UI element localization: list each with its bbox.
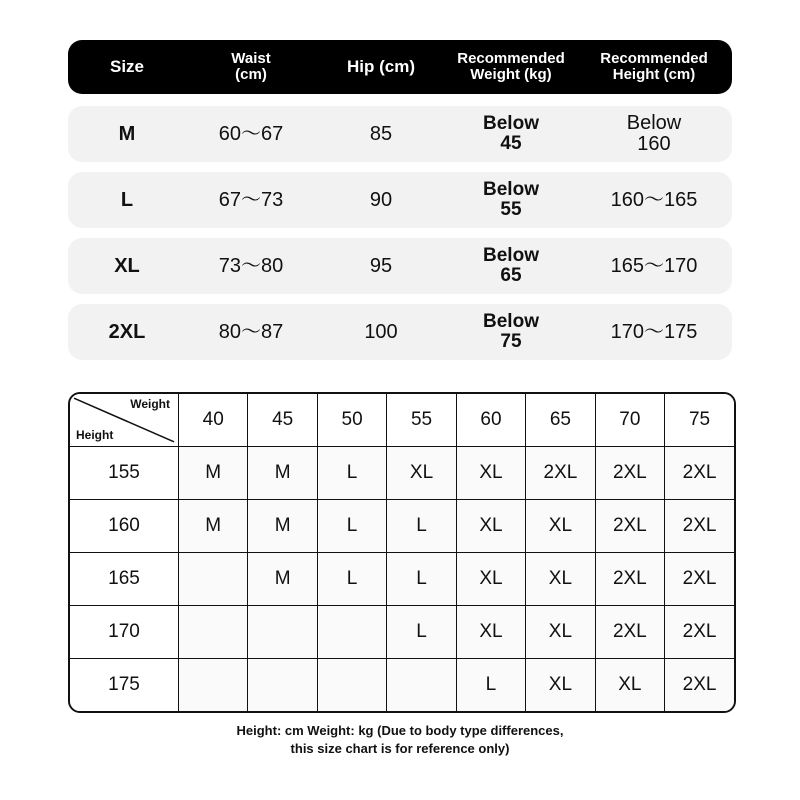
matrix-weight-header: 75 <box>665 394 734 447</box>
matrix-weight-header: 45 <box>248 394 317 447</box>
matrix-weight-header: 65 <box>526 394 595 447</box>
cell-height <box>576 113 732 155</box>
matrix-cell: M <box>248 553 317 606</box>
matrix-cell <box>387 659 456 712</box>
matrix-cell: XL <box>387 447 456 500</box>
matrix-cell: 2XL <box>665 447 734 500</box>
footnote-line-1: Height: cm Weight: kg (Due to body type differences, <box>236 723 564 738</box>
cell-height-line1: Below <box>626 112 682 134</box>
matrix-cell: XL <box>456 500 525 553</box>
table-row <box>68 106 732 162</box>
matrix-cell: XL <box>526 500 595 553</box>
header-label-weight-line2: Weight (kg) <box>470 66 552 83</box>
footnote-line-2: this size chart is for reference only) <box>290 740 510 756</box>
cell-waist: 67～73 <box>218 188 284 211</box>
matrix-cell <box>248 659 317 712</box>
cell-weight-line1: Below <box>483 311 539 333</box>
matrix-cell: XL <box>595 659 664 712</box>
cell-weight-line1: Below <box>483 113 539 135</box>
matrix-cell <box>179 606 248 659</box>
corner-label-height: Height <box>76 428 114 442</box>
matrix-cell <box>248 606 317 659</box>
header-label-hip: Hip (cm) <box>347 57 415 77</box>
header-label-waist-line2: (cm) <box>235 66 267 83</box>
cell-weight-line2: 75 <box>500 331 522 352</box>
table-row <box>68 238 732 294</box>
header-cell-height <box>576 51 732 83</box>
corner-label-weight: Weight <box>130 397 170 411</box>
matrix-weight-header: 70 <box>595 394 664 447</box>
matrix-cell: L <box>387 606 456 659</box>
matrix-height-header: 155 <box>70 447 179 500</box>
cell-waist: 60～67 <box>218 122 284 145</box>
matrix-cell <box>317 606 386 659</box>
height-weight-matrix <box>68 392 736 713</box>
matrix-cell: L <box>317 447 386 500</box>
size-table-header-row <box>68 40 732 94</box>
cell-height: 160～165 <box>610 188 698 211</box>
cell-weight <box>446 180 576 220</box>
matrix-height-header: 160 <box>70 500 179 553</box>
cell-weight-line1: Below <box>483 179 539 201</box>
matrix-cell: 2XL <box>595 447 664 500</box>
cell-height: 165～170 <box>610 254 698 277</box>
table-row <box>68 172 732 228</box>
matrix-cell <box>179 659 248 712</box>
cell-weight-line2: 45 <box>500 133 522 154</box>
matrix-cell: L <box>387 553 456 606</box>
table-row <box>68 304 732 360</box>
matrix-cell: L <box>456 659 525 712</box>
header-label-height-line2: Height (cm) <box>612 66 696 83</box>
matrix-cell: XL <box>526 553 595 606</box>
matrix-cell: XL <box>456 447 525 500</box>
matrix-cell <box>317 659 386 712</box>
header-label-waist-line1: Waist <box>231 50 271 68</box>
cell-weight-line2: 65 <box>500 265 522 286</box>
cell-height-line2: 160 <box>637 133 671 155</box>
cell-size: XL <box>114 254 140 277</box>
matrix-cell: XL <box>526 606 595 659</box>
matrix-cell: M <box>248 447 317 500</box>
cell-weight-line1: Below <box>483 245 539 267</box>
matrix-header-row <box>70 394 734 447</box>
matrix-weight-header: 40 <box>179 394 248 447</box>
cell-height: 170～175 <box>610 320 698 343</box>
cell-waist: 80～87 <box>218 320 284 343</box>
footnote <box>0 722 800 757</box>
cell-waist: 73～80 <box>218 254 284 277</box>
cell-weight <box>446 246 576 286</box>
header-label-size: Size <box>109 57 145 77</box>
matrix-height-header: 170 <box>70 606 179 659</box>
cell-size: L <box>120 188 134 211</box>
header-cell-hip <box>316 58 446 76</box>
matrix-row <box>70 553 734 606</box>
matrix-cell <box>179 553 248 606</box>
matrix-cell: 2XL <box>665 606 734 659</box>
matrix-cell: 2XL <box>595 606 664 659</box>
size-specification-table <box>68 40 732 370</box>
matrix-cell: M <box>248 500 317 553</box>
cell-hip: 95 <box>369 254 393 277</box>
matrix-cell: L <box>317 553 386 606</box>
header-cell-weight <box>446 51 576 83</box>
cell-weight-line2: 55 <box>500 199 522 220</box>
matrix-cell: L <box>317 500 386 553</box>
matrix-cell: M <box>179 447 248 500</box>
matrix-cell: 2XL <box>665 553 734 606</box>
matrix-cell: 2XL <box>595 553 664 606</box>
matrix-cell: 2XL <box>526 447 595 500</box>
cell-hip: 100 <box>364 320 398 343</box>
cell-hip: 85 <box>369 122 393 145</box>
matrix-cell: 2XL <box>595 500 664 553</box>
matrix-weight-header: 60 <box>456 394 525 447</box>
header-label-height-line1: Recommended <box>600 50 708 68</box>
matrix-cell: XL <box>456 553 525 606</box>
header-cell-waist <box>186 51 316 83</box>
matrix-cell: XL <box>526 659 595 712</box>
cell-size: 2XL <box>108 320 146 343</box>
matrix-cell: 2XL <box>665 500 734 553</box>
matrix-row <box>70 447 734 500</box>
cell-hip: 90 <box>369 188 393 211</box>
header-cell-size <box>68 58 186 76</box>
matrix-corner-cell <box>70 394 179 447</box>
cell-weight <box>446 114 576 154</box>
matrix-cell: M <box>179 500 248 553</box>
matrix-weight-header: 50 <box>317 394 386 447</box>
matrix-cell: XL <box>456 606 525 659</box>
matrix-row <box>70 606 734 659</box>
matrix-height-header: 175 <box>70 659 179 712</box>
cell-weight <box>446 312 576 352</box>
matrix-weight-header: 55 <box>387 394 456 447</box>
header-label-weight-line1: Recommended <box>457 50 565 68</box>
cell-size: M <box>118 122 136 145</box>
matrix-cell: 2XL <box>665 659 734 712</box>
matrix-row <box>70 500 734 553</box>
matrix-height-header: 165 <box>70 553 179 606</box>
matrix-row <box>70 659 734 712</box>
matrix-cell: L <box>387 500 456 553</box>
